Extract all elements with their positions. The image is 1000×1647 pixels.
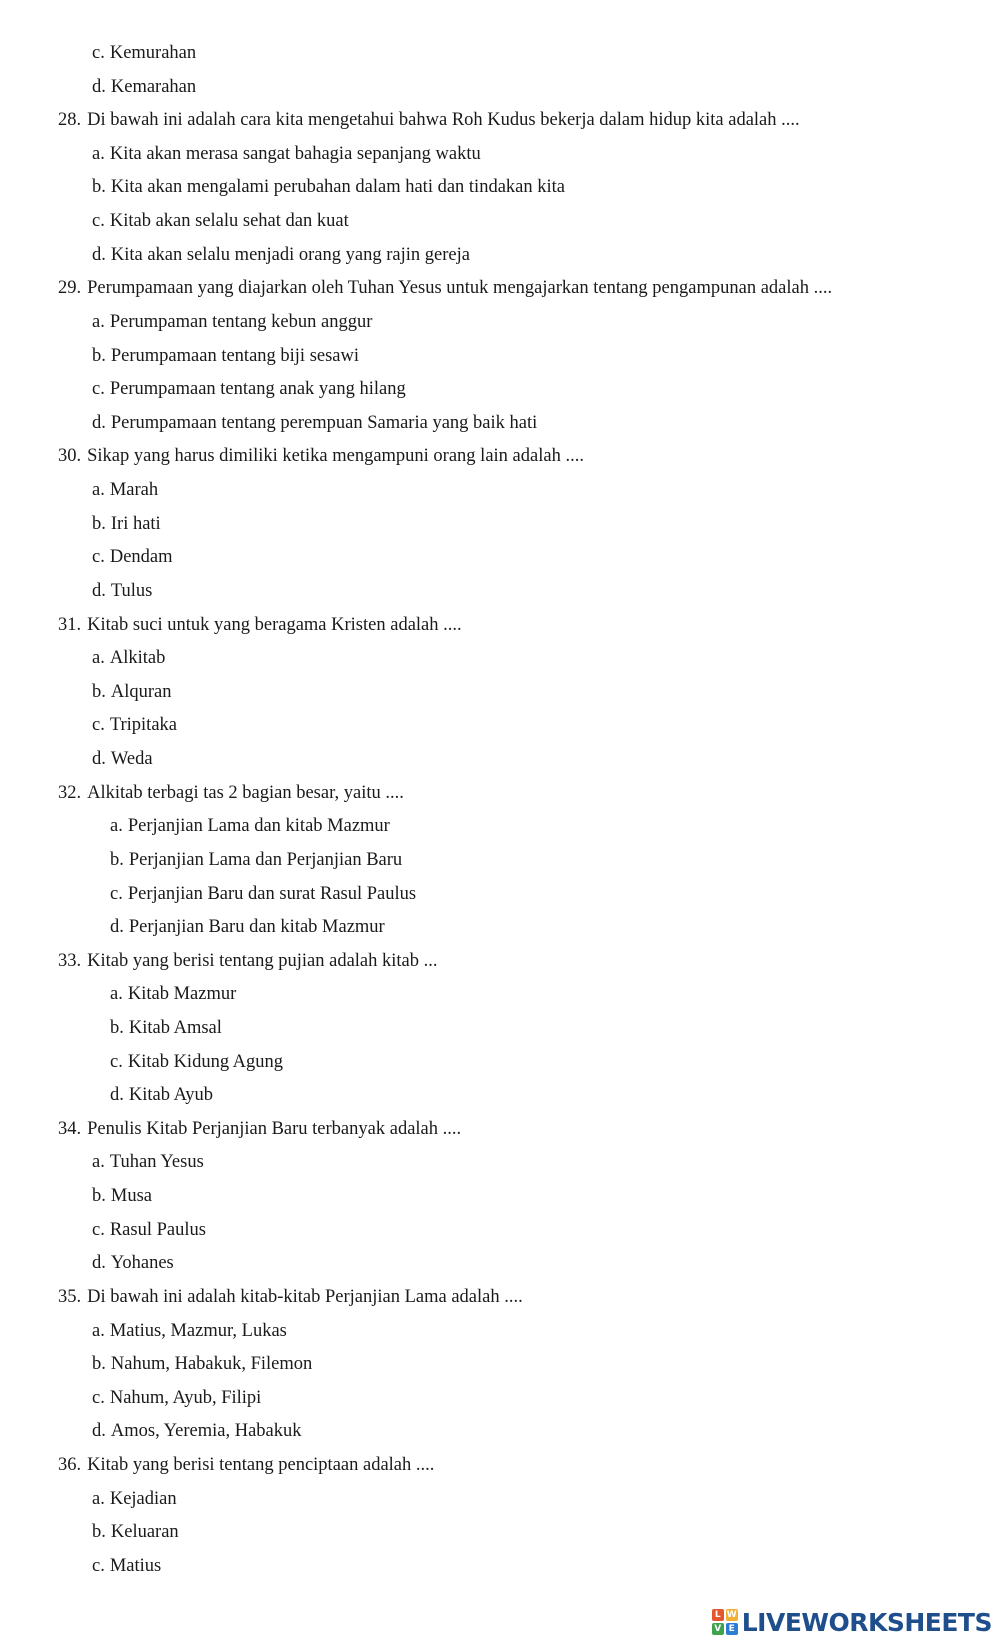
option-text: Rasul Paulus [109, 1219, 206, 1240]
option-text: Alkitab [109, 648, 166, 669]
question-line [58, 1117, 461, 1141]
option-text: Keluaran [110, 1522, 179, 1543]
logo-tile-v: V [712, 1623, 724, 1635]
option-text: Tuhan Yesus [109, 1152, 204, 1173]
answer-option [92, 1150, 204, 1174]
option-text: Kemurahan [109, 43, 197, 63]
answer-option [92, 310, 372, 334]
answer-option [92, 142, 481, 166]
answer-option [110, 882, 416, 906]
answer-option [110, 1083, 213, 1107]
answer-option [92, 344, 359, 368]
question-number: 32. [58, 782, 82, 803]
option-text: Kita akan merasa sangat bahagia sepanjang waktu [109, 143, 481, 164]
option-letter: a. [92, 1488, 105, 1509]
question-line [58, 949, 438, 973]
question-text: Penulis Kitab Perjanjian Baru terbanyak adalah .... [87, 1118, 462, 1139]
question-line [58, 444, 584, 468]
option-text: Marah [109, 480, 159, 501]
option-text: Nahum, Habakuk, Filemon [110, 1354, 313, 1375]
option-letter: c. [110, 1051, 123, 1072]
option-letter: d. [92, 1253, 106, 1274]
option-text: Musa [110, 1186, 152, 1207]
option-text: Dendam [109, 547, 173, 568]
option-text: Perjanjian Lama dan Perjanjian Baru [128, 849, 403, 870]
option-letter: c. [110, 883, 123, 904]
option-letter: d. [92, 749, 106, 770]
answer-option [92, 1487, 177, 1511]
option-text: Yohanes [110, 1253, 174, 1274]
option-text: Kitab Amsal [128, 1017, 222, 1038]
option-letter: b. [92, 177, 106, 198]
option-letter: a. [110, 984, 123, 1005]
option-letter: a. [92, 1320, 105, 1341]
question-text: Alkitab terbagi tas 2 bagian besar, yaitu .... [87, 782, 404, 803]
option-letter: a. [92, 648, 105, 669]
option-letter: d. [92, 1421, 106, 1442]
option-letter: b. [92, 1186, 106, 1207]
answer-option [92, 1352, 312, 1376]
answer-option [92, 41, 196, 65]
answer-option [92, 1520, 179, 1544]
option-letter: c. [92, 715, 105, 736]
answer-option [110, 1016, 222, 1040]
answer-option [92, 1319, 287, 1343]
answer-option [110, 848, 402, 872]
answer-option [92, 545, 173, 569]
option-letter: b. [110, 849, 124, 870]
option-letter: d. [110, 917, 124, 938]
option-letter: a. [92, 143, 105, 164]
question-text: Di bawah ini adalah cara kita mengetahui bahwa Roh Kudus bekerja dalam hidup kita adalah .... [87, 110, 800, 131]
option-letter: b. [92, 1522, 106, 1543]
option-letter: b. [92, 345, 106, 366]
answer-option [92, 75, 196, 99]
option-letter: a. [92, 480, 105, 501]
question-number: 35. [58, 1286, 82, 1307]
option-text: Alquran [110, 681, 172, 702]
option-text: Nahum, Ayub, Filipi [109, 1387, 262, 1408]
option-text: Kitab Kidung Agung [127, 1051, 284, 1072]
question-line [58, 781, 404, 805]
question-line [58, 108, 800, 132]
option-text: Perjanjian Baru dan kitab Mazmur [128, 917, 385, 938]
option-text: Matius, Mazmur, Lukas [109, 1320, 287, 1341]
question-text: Kitab yang berisi tentang penciptaan adalah .... [87, 1455, 435, 1476]
question-line [58, 613, 462, 637]
answer-option [92, 512, 161, 536]
question-number: 34. [58, 1118, 82, 1139]
option-letter: a. [92, 1152, 105, 1173]
answer-option [110, 814, 390, 838]
answer-option [92, 377, 406, 401]
answer-option [110, 1050, 283, 1074]
question-text: Perumpamaan yang diajarkan oleh Tuhan Yesus untuk mengajarkan tentang pengampunan adalah .... [87, 278, 833, 299]
logo-tile-w: W [726, 1610, 737, 1620]
option-text: Amos, Yeremia, Habakuk [110, 1421, 302, 1442]
option-text: Iri hati [110, 513, 161, 534]
option-text: Perjanjian Baru dan surat Rasul Paulus [127, 883, 417, 904]
option-letter: c. [92, 43, 105, 63]
liveworksheets-logo-text: LIVEWORKSHEETS [741, 1607, 992, 1637]
answer-option [92, 1386, 261, 1410]
option-text: Perumpamaan tentang biji sesawi [110, 345, 360, 366]
answer-option [92, 1184, 152, 1208]
question-line [58, 1285, 523, 1309]
question-text: Di bawah ini adalah kitab-kitab Perjanjian Lama adalah .... [87, 1286, 523, 1307]
question-text: Sikap yang harus dimiliki ketika mengampuni orang lain adalah .... [87, 446, 584, 467]
question-number: 33. [58, 950, 82, 971]
question-line [58, 1453, 434, 1477]
question-number: 30. [58, 446, 82, 467]
liveworksheets-logo-icon [712, 1609, 738, 1635]
option-letter: c. [92, 1555, 105, 1576]
option-letter: d. [92, 580, 106, 601]
question-number: 28. [58, 110, 82, 131]
option-letter: c. [92, 379, 105, 400]
answer-option [92, 713, 177, 737]
option-letter: b. [110, 1017, 124, 1038]
option-letter: b. [92, 681, 106, 702]
option-text: Weda [110, 749, 153, 770]
option-text: Matius [109, 1555, 162, 1576]
option-text: Perjanjian Lama dan kitab Mazmur [127, 816, 390, 837]
answer-option [110, 982, 236, 1006]
answer-option [92, 579, 152, 603]
option-letter: b. [92, 513, 106, 534]
option-text: Kitab akan selalu sehat dan kuat [109, 211, 349, 232]
option-letter: a. [110, 816, 123, 837]
option-text: Kemarahan [110, 76, 197, 97]
answer-option [92, 646, 165, 670]
liveworksheets-logo [712, 1605, 992, 1639]
answer-option [92, 680, 172, 704]
option-text: Tripitaka [109, 715, 177, 736]
option-letter: d. [92, 412, 106, 433]
answer-option [92, 478, 158, 502]
question-line [58, 276, 832, 300]
logo-tile-e: E [726, 1623, 738, 1635]
option-letter: c. [92, 547, 105, 568]
option-text: Perumpamaan tentang perempuan Samaria yang baik hati [110, 412, 538, 433]
answer-option [92, 747, 153, 771]
option-text: Kita akan selalu menjadi orang yang rajin gereja [110, 244, 470, 265]
option-letter: c. [92, 1219, 105, 1240]
question-text: Kitab yang berisi tentang pujian adalah kitab ... [87, 950, 438, 971]
answer-option [92, 1419, 302, 1443]
option-text: Perumpaman tentang kebun anggur [109, 311, 373, 332]
option-text: Kitab Ayub [128, 1085, 213, 1106]
answer-option [92, 209, 349, 233]
answer-option [110, 915, 385, 939]
answer-option [92, 175, 565, 199]
answer-option [92, 1554, 161, 1578]
option-letter: a. [92, 311, 105, 332]
option-text: Tulus [110, 580, 153, 601]
question-text: Kitab suci untuk yang beragama Kristen adalah .... [87, 614, 462, 635]
question-number: 31. [58, 614, 82, 635]
option-text: Kitab Mazmur [127, 984, 237, 1005]
option-text: Kita akan mengalami perubahan dalam hati dan tindakan kita [110, 177, 565, 198]
option-letter: d. [92, 244, 106, 265]
option-letter: c. [92, 211, 105, 232]
option-text: Perumpamaan tentang anak yang hilang [109, 379, 406, 400]
option-text: Kejadian [109, 1488, 177, 1509]
logo-tile-l: L [712, 1609, 724, 1621]
answer-option [92, 411, 537, 435]
answer-option [92, 1218, 206, 1242]
option-letter: d. [110, 1085, 124, 1106]
answer-option [92, 243, 470, 267]
option-letter: d. [92, 76, 106, 97]
question-number: 36. [58, 1455, 82, 1476]
question-number: 29. [58, 278, 82, 299]
option-letter: b. [92, 1354, 106, 1375]
option-letter: c. [92, 1387, 105, 1408]
answer-option [92, 1251, 174, 1275]
